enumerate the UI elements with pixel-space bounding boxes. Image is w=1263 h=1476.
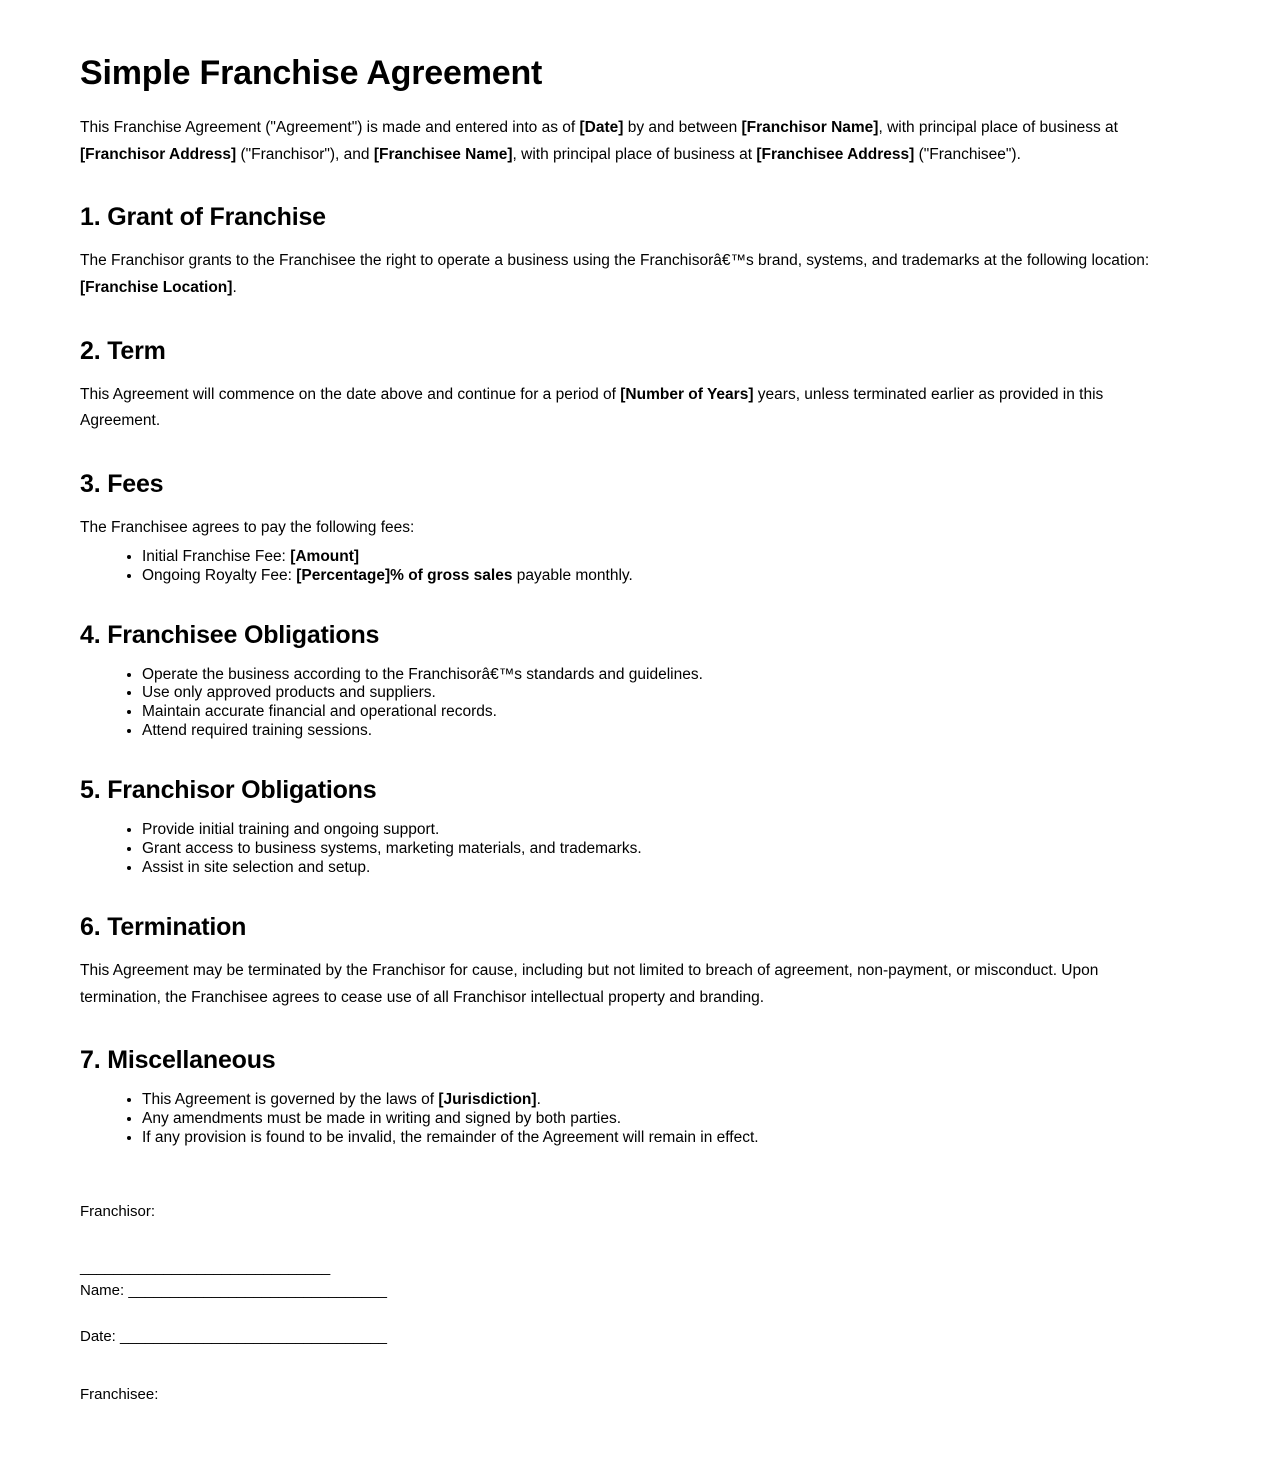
misc-item-prefix: This Agreement is governed by the laws of: [142, 1091, 439, 1109]
list-item: [142, 548, 1191, 567]
grant-text-part2: .: [232, 279, 237, 297]
section-body-grant-of-franchise: [80, 248, 1165, 301]
grant-text-part1: The Franchisor grants to the Franchisee the right to operate a business using the Franchisorâ€™s brand, systems, and trademarks at the following location:: [80, 252, 1150, 270]
section-heading-franchisee-obligations: 4. Franchisee Obligations: [80, 620, 380, 649]
fees-list: [80, 548, 1191, 586]
section-heading-franchisor-obligations: 5. Franchisor Obligations: [80, 776, 377, 805]
section-body-fees: The Franchisee agrees to pay the following fees:: [80, 519, 415, 537]
franchisee-obligations-list: [80, 666, 1191, 742]
jurisdiction-placeholder: [Jurisdiction]: [438, 1091, 537, 1109]
franchisor-date-field: Date: ________________________________: [80, 1327, 387, 1345]
fee-item-prefix: Initial Franchise Fee:: [142, 547, 291, 565]
fee-item-prefix: Ongoing Royalty Fee:: [142, 566, 297, 584]
franchisor-name-placeholder: [Franchisor Name]: [741, 119, 879, 137]
intro-text-part6: ("Franchisee").: [914, 145, 1021, 163]
section-heading-term: 2. Term: [80, 336, 166, 365]
franchisee-signature-label: Franchisee:: [80, 1385, 159, 1403]
intro-paragraph: [80, 115, 1165, 168]
list-item: • Operate the business according to the Franchisorâ€™s standards and guidelines.: [142, 666, 1191, 685]
list-item: • Maintain accurate financial and operational records.: [142, 703, 1191, 722]
section-heading-fees: 3. Fees: [80, 470, 164, 499]
signature-block: [80, 1200, 1191, 1407]
misc-item-suffix: .: [536, 1091, 541, 1109]
intro-text-part3: , with principal place of business at: [878, 119, 1118, 137]
list-item: • If any provision is found to be invalid, the remainder of the Agreement will remain in effect.: [142, 1129, 1191, 1148]
list-item: • Attend required training sessions.: [142, 722, 1191, 741]
percentage-placeholder: [Percentage]% of gross sales: [296, 566, 513, 584]
section-body-term: [80, 382, 1165, 435]
intro-text-part1: This Franchise Agreement ("Agreement") is made and entered into as of: [80, 119, 580, 137]
franchisee-name-placeholder: [Franchisee Name]: [373, 145, 513, 163]
franchisor-address-placeholder: [Franchisor Address]: [80, 145, 237, 163]
list-item: [142, 1091, 1191, 1110]
intro-text-part4: ("Franchisor"), and: [236, 145, 374, 163]
list-item: • Provide initial training and ongoing support.: [142, 821, 1191, 840]
list-item: • Any amendments must be made in writing and signed by both parties.: [142, 1110, 1191, 1129]
franchisor-signature-label: Franchisor:: [80, 1202, 156, 1220]
franchisor-obligations-list: [80, 821, 1191, 878]
list-item: [142, 567, 1191, 586]
date-placeholder: [Date]: [579, 119, 624, 137]
franchisor-signature-line: ______________________________: [80, 1258, 331, 1276]
franchisor-name-field: Name: _______________________________: [80, 1281, 387, 1299]
intro-text-part2: by and between: [623, 119, 742, 137]
franchise-location-placeholder: [Franchise Location]: [80, 279, 233, 297]
intro-text-part5: , with principal place of business at: [512, 145, 757, 163]
franchisee-address-placeholder: [Franchisee Address]: [756, 145, 915, 163]
section-heading-miscellaneous: 7. Miscellaneous: [80, 1046, 276, 1075]
fee-item-suffix: payable monthly.: [512, 566, 633, 584]
section-heading-termination: 6. Termination: [80, 912, 247, 941]
section-body-termination: This Agreement may be terminated by the Franchisor for cause, including but not limited to breach of agreement, non-payment, or misconduct. Upon termination, the Franchisee agrees to cease use of all Franchisor intellectual property and branding.: [80, 961, 1099, 1006]
miscellaneous-list: [80, 1091, 1191, 1148]
term-text-part1: This Agreement will commence on the date above and continue for a period of: [80, 385, 621, 403]
number-of-years-placeholder: [Number of Years]: [620, 385, 754, 403]
amount-placeholder: [Amount]: [290, 547, 360, 565]
list-item: • Assist in site selection and setup.: [142, 859, 1191, 878]
list-item: • Grant access to business systems, marketing materials, and trademarks.: [142, 840, 1191, 859]
term-text-part2: years, unless terminated earlier as provided in this Agreement.: [80, 385, 1104, 430]
section-heading-grant-of-franchise: 1. Grant of Franchise: [80, 203, 326, 232]
page-title: Simple Franchise Agreement: [80, 54, 543, 92]
list-item: • Use only approved products and suppliers.: [142, 684, 1191, 703]
